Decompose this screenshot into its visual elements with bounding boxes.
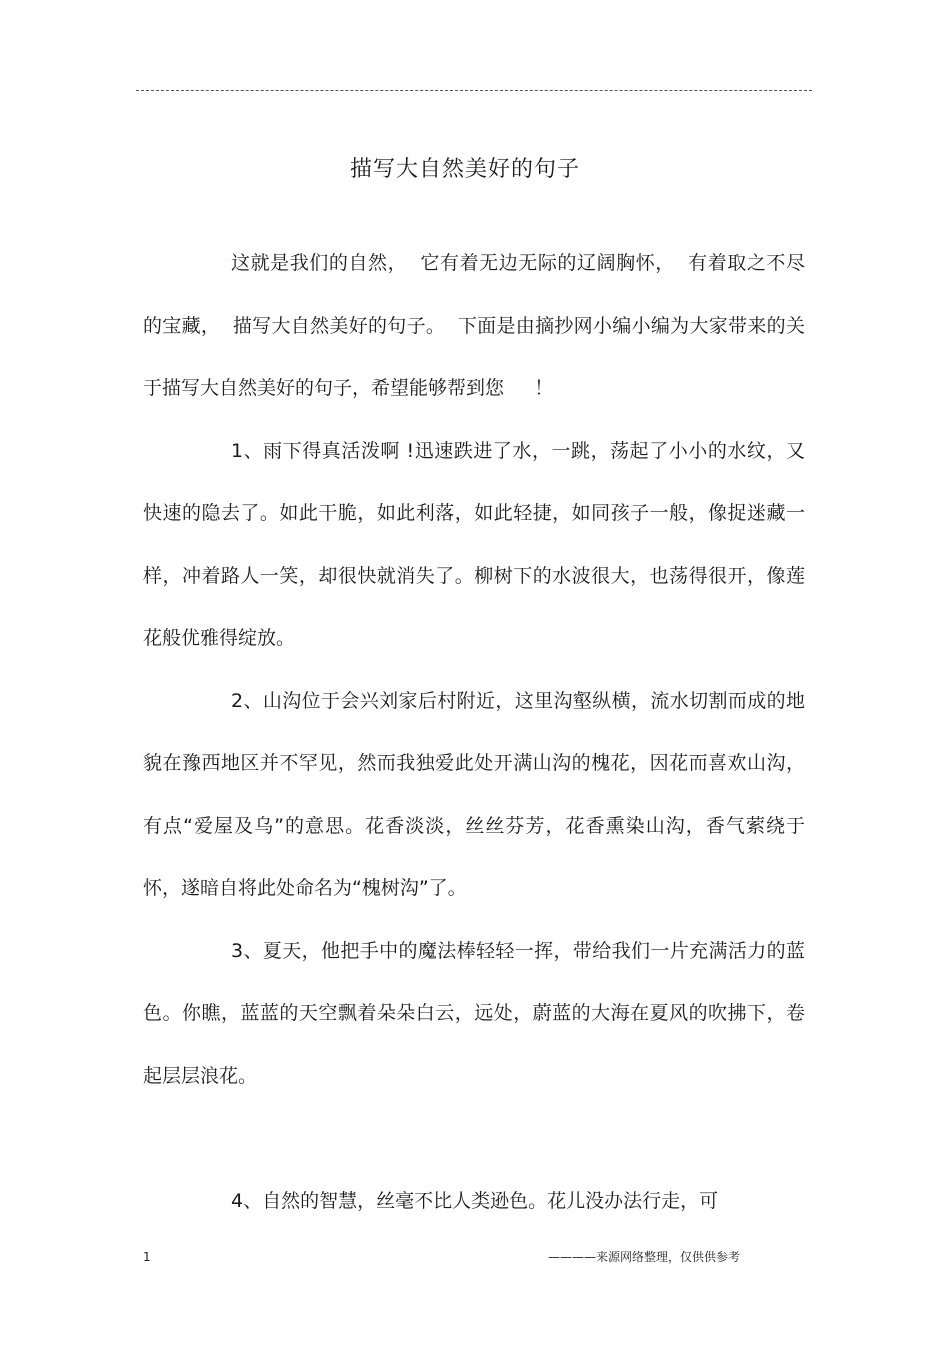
paragraph-1: 1、雨下得真活泼啊 !迅速跌进了水，一跳，荡起了小小的水纹，又快速的隐去了。如此干脆，如此利落，如此轻捷，如同孩子一般，像捉迷藏一样，冲着路人一笑，却很快就消失了。柳树下的水波很大，也荡得很开，像莲花般优雅得绽放。 (143, 439, 805, 649)
page-number: 1 (143, 1250, 151, 1264)
footer-source-note: ————来源网络整理，仅供供参考 (548, 1250, 741, 1264)
paragraph-4: 4、自然的智慧，丝毫不比人类逊色。花儿没办法行走，可 (231, 1189, 719, 1212)
document-title: 描写大自然美好的句子 (349, 157, 580, 182)
paragraph-intro: 这就是我们的自然， 它有着无边无际的辽阔胸怀， 有着取之不尽的宝藏， 描写大自然美好的句子。 下面是由摘抄网小编小编为大家带来的关于描写大自然美好的句子，希望能够帮到您 ！ (143, 252, 805, 399)
paragraph-3: 3、夏天，他把手中的魔法棒轻轻一挥，带给我们一片充满活力的蓝色。你瞧，蓝蓝的天空飘着朵朵白云，远处，蔚蓝的大海在夏风的吹拂下，卷起层层浪花。 (143, 939, 805, 1087)
header-dashed-rule (136, 90, 812, 91)
paragraph-2: 2、山沟位于会兴刘家后村附近，这里沟壑纵横，流水切割而成的地貌在豫西地区并不罕见，然而我独爱此处开满山沟的槐花，因花而喜欢山沟，有点“爱屋及乌”的意思。花香淡淡，丝丝芬芳，花香熏染山沟，香气萦绕于怀，遂暗自将此处命名为“槐树沟”了。 (143, 689, 805, 899)
document-body (143, 232, 805, 1232)
